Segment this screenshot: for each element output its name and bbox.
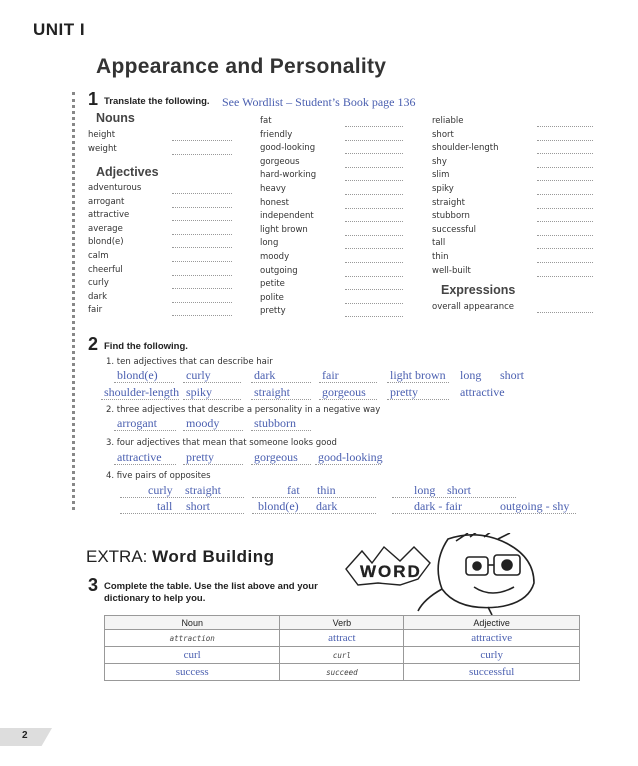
answer-line[interactable]	[251, 382, 311, 383]
answer-line[interactable]	[114, 382, 174, 383]
answer-line[interactable]	[537, 126, 593, 127]
wordlist-item: outgoing	[260, 265, 298, 276]
table-cell[interactable]	[105, 630, 280, 647]
table-cell[interactable]	[280, 664, 404, 681]
table-cell[interactable]	[404, 664, 580, 681]
wordlist-item: height	[88, 130, 116, 140]
wordlist-item: adventurous	[88, 183, 142, 193]
answer-line[interactable]	[114, 464, 176, 465]
extra-label: EXTRA:	[86, 547, 148, 566]
answer-line[interactable]	[345, 276, 403, 277]
handwritten-answer: attractive	[117, 450, 162, 464]
table-cell[interactable]	[105, 664, 280, 681]
answer-line[interactable]	[172, 154, 232, 155]
answer-line[interactable]	[251, 430, 311, 431]
answer-line[interactable]	[537, 276, 593, 277]
wordlist-item: fair	[88, 305, 103, 316]
answer-line[interactable]	[172, 261, 232, 262]
page-number: 2	[22, 730, 28, 741]
answer-line[interactable]	[345, 180, 403, 181]
exercise-1-instruction: Translate the following.	[104, 96, 210, 107]
handwritten-answer: short	[186, 499, 210, 513]
handwritten-answer: moody	[186, 416, 220, 430]
handwritten-answer: dark	[316, 499, 338, 513]
answer-line[interactable]	[120, 497, 244, 498]
answer-line[interactable]	[183, 399, 241, 400]
handwritten-answer: short	[500, 368, 524, 382]
answer-line[interactable]	[537, 312, 593, 313]
answer-line[interactable]	[500, 513, 576, 514]
handwritten-answer: light brown	[390, 368, 446, 382]
wordlist-item: cheerful	[88, 264, 123, 275]
wordlist-item: overall appearance	[432, 302, 515, 312]
wordlist-item: well-built	[432, 265, 471, 276]
answer-line[interactable]	[172, 220, 232, 221]
handwritten-answer: pretty	[186, 450, 214, 464]
handwritten-answer: stubborn	[254, 416, 296, 430]
wordlist-item: pretty	[260, 306, 286, 317]
table-cell[interactable]	[404, 647, 580, 664]
handwritten-answer: curly	[480, 649, 503, 661]
wordlist-item: long	[260, 238, 279, 249]
wordlist-item: hard-working	[260, 170, 317, 181]
handwritten-answer: spiky	[186, 385, 213, 399]
extra-title: Word Building	[152, 547, 275, 566]
handwritten-answer: pretty	[390, 385, 418, 399]
handwritten-answer: blond(e)	[117, 368, 158, 382]
wordlist-item: polite	[260, 292, 284, 303]
answer-line[interactable]	[172, 234, 232, 235]
table-cell[interactable]	[280, 647, 404, 664]
answer-line[interactable]	[345, 316, 403, 317]
wordlist-item: slim	[432, 170, 450, 181]
handwritten-answer: attractive	[471, 632, 513, 644]
wordlist-item: dark	[88, 291, 108, 302]
verb-header: Verb	[280, 616, 404, 630]
wordlist-note: See Wordlist – Student’s Book page 136	[222, 95, 416, 109]
question-1: 1. ten adjectives that can describe hair	[106, 357, 273, 367]
wordlist-item: arrogant	[88, 196, 125, 207]
answer-line[interactable]	[172, 140, 232, 141]
answer-line[interactable]	[345, 153, 403, 154]
word-cartoon-illustration	[338, 533, 578, 615]
wordlist-item: fat	[260, 116, 272, 126]
wordlist-item: independent	[260, 211, 314, 222]
answer-line[interactable]	[319, 382, 377, 383]
wordlist-item: friendly	[260, 129, 293, 140]
answer-line[interactable]	[345, 140, 403, 141]
printed-word: succeed	[326, 667, 358, 677]
word-building-table	[104, 615, 580, 681]
table-row	[105, 647, 580, 664]
wordlist-item: calm	[88, 251, 109, 261]
wordlist-item: straight	[432, 197, 465, 208]
wordlist-item: attractive	[88, 210, 130, 221]
answer-line[interactable]	[315, 464, 381, 465]
nouns-heading: Nouns	[96, 111, 135, 125]
handwritten-answer: long	[414, 483, 436, 497]
cartoon-word-text: WORD	[360, 562, 422, 581]
handwritten-answer: gorgeous	[322, 385, 366, 399]
handwritten-answer: curly	[186, 368, 211, 382]
answer-line[interactable]	[172, 275, 232, 276]
handwritten-answer: straight	[254, 385, 290, 399]
handwritten-answer: outgoing - shy	[500, 499, 570, 513]
wordlist-item: successful	[432, 224, 476, 235]
answer-line[interactable]	[172, 315, 232, 316]
answer-line[interactable]	[387, 382, 449, 383]
table-header-row	[105, 616, 580, 630]
question-4: 4. five pairs of opposites	[106, 471, 211, 481]
answer-line[interactable]	[392, 513, 516, 514]
extra-heading	[86, 547, 274, 567]
answer-line[interactable]	[183, 464, 243, 465]
wordlist-item: tall	[432, 238, 446, 249]
wordlist-item: petite	[260, 279, 285, 290]
answer-line[interactable]	[537, 153, 593, 154]
wordlist-item: moody	[260, 252, 290, 262]
handwritten-answer: dark	[254, 368, 276, 382]
answer-line[interactable]	[537, 208, 593, 209]
wordlist-item: blond(e)	[88, 237, 124, 248]
question-2: 2. three adjectives that describe a personality in a negative way	[106, 405, 381, 415]
answer-line[interactable]	[392, 497, 516, 498]
answer-line[interactable]	[345, 262, 403, 263]
table-cell[interactable]	[280, 630, 404, 647]
answer-line[interactable]	[537, 167, 593, 168]
handwritten-answer: shoulder-length	[104, 385, 180, 399]
handwritten-answer: arrogant	[117, 416, 157, 430]
wordlist-item: curly	[88, 278, 109, 289]
handwritten-answer: attractive	[460, 385, 505, 399]
wordlist-item: average	[88, 223, 123, 234]
answer-line[interactable]	[537, 180, 593, 181]
answer-line[interactable]	[114, 430, 176, 431]
wordlist-item: spiky	[432, 184, 454, 194]
answer-line[interactable]	[120, 513, 244, 514]
wordlist-item: light brown	[260, 224, 308, 235]
margin-dots	[72, 92, 75, 510]
handwritten-answer: attract	[328, 632, 356, 644]
answer-line[interactable]	[172, 207, 232, 208]
answer-line[interactable]	[345, 221, 403, 222]
exercise-2-instruction: Find the following.	[104, 341, 188, 352]
handwritten-answer: good-looking	[318, 450, 383, 464]
handwritten-answer: tall	[157, 499, 173, 513]
answer-line[interactable]	[172, 302, 232, 303]
answer-line[interactable]	[172, 288, 232, 289]
exercise-1-number: 1	[88, 89, 99, 109]
handwritten-answer: short	[447, 483, 471, 497]
question-3: 3. four adjectives that mean that someone looks good	[106, 438, 337, 448]
answer-line[interactable]	[345, 235, 403, 236]
table-cell[interactable]	[404, 630, 580, 647]
answer-line[interactable]	[251, 464, 311, 465]
handwritten-answer: gorgeous	[254, 450, 298, 464]
answer-line[interactable]	[537, 194, 593, 195]
answer-line[interactable]	[319, 399, 377, 400]
answer-line[interactable]	[183, 382, 241, 383]
answer-line[interactable]	[345, 167, 403, 168]
wordlist-item: thin	[432, 252, 449, 262]
answer-line[interactable]	[183, 430, 243, 431]
handwritten-answer: fat	[287, 483, 300, 497]
adjectives-heading: Adjectives	[96, 165, 159, 179]
answer-line[interactable]	[251, 399, 311, 400]
answer-line[interactable]	[252, 497, 376, 498]
handwritten-answer: successful	[469, 666, 515, 678]
printed-word: curl	[332, 650, 351, 660]
wordlist-item: good-looking	[260, 143, 316, 154]
handwritten-answer: long	[460, 368, 482, 382]
answer-line[interactable]	[252, 513, 376, 514]
answer-line[interactable]	[537, 221, 593, 222]
answer-line[interactable]	[172, 193, 232, 194]
unit-label: UNIT I	[33, 20, 86, 39]
wordlist-item: reliable	[432, 116, 464, 126]
handwritten-answer: curl	[183, 649, 201, 661]
wordlist-item: shoulder-length	[432, 143, 499, 154]
wordlist-item: gorgeous	[260, 156, 300, 167]
answer-line[interactable]	[345, 248, 403, 249]
answer-line[interactable]	[345, 194, 403, 195]
handwritten-answer: blond(e)	[258, 499, 299, 513]
wordlist-item: short	[432, 129, 454, 140]
exercise-2-number: 2	[88, 334, 99, 354]
answer-line[interactable]	[345, 303, 403, 304]
answer-line[interactable]	[537, 140, 593, 141]
exercise-3-instruction-2: dictionary to help you.	[104, 593, 206, 604]
answer-line[interactable]	[345, 126, 403, 127]
answer-line[interactable]	[387, 399, 449, 400]
adjective-header: Adjective	[404, 616, 580, 630]
answer-line[interactable]	[537, 235, 593, 236]
answer-line[interactable]	[537, 262, 593, 263]
page-title: Appearance and Personality	[96, 55, 387, 78]
handwritten-answer: curly	[148, 483, 173, 497]
wordlist-item: heavy	[260, 184, 286, 194]
wordlist-item: shy	[432, 156, 447, 167]
answer-line[interactable]	[345, 208, 403, 209]
exercise-3-number: 3	[88, 575, 99, 595]
table-row	[105, 664, 580, 681]
printed-word: attraction	[169, 633, 215, 643]
wordlist-item: stubborn	[432, 211, 470, 222]
expressions-heading: Expressions	[441, 283, 516, 297]
handwritten-answer: fair	[322, 368, 339, 382]
exercise-3-instruction-1: Complete the table. Use the list above and your	[104, 581, 318, 592]
noun-header: Noun	[105, 616, 280, 630]
answer-line[interactable]	[345, 289, 403, 290]
wordlist-item: weight	[88, 143, 117, 154]
handwritten-answer: thin	[317, 483, 336, 497]
answer-line[interactable]	[172, 247, 232, 248]
table-row	[105, 630, 580, 647]
answer-line[interactable]	[537, 248, 593, 249]
table-cell[interactable]	[105, 647, 280, 664]
handwritten-answer: dark - fair	[414, 499, 462, 513]
handwritten-answer: success	[175, 666, 209, 678]
handwritten-answer: straight	[185, 483, 221, 497]
wordlist-item: honest	[260, 197, 289, 208]
answer-line[interactable]	[101, 399, 179, 400]
